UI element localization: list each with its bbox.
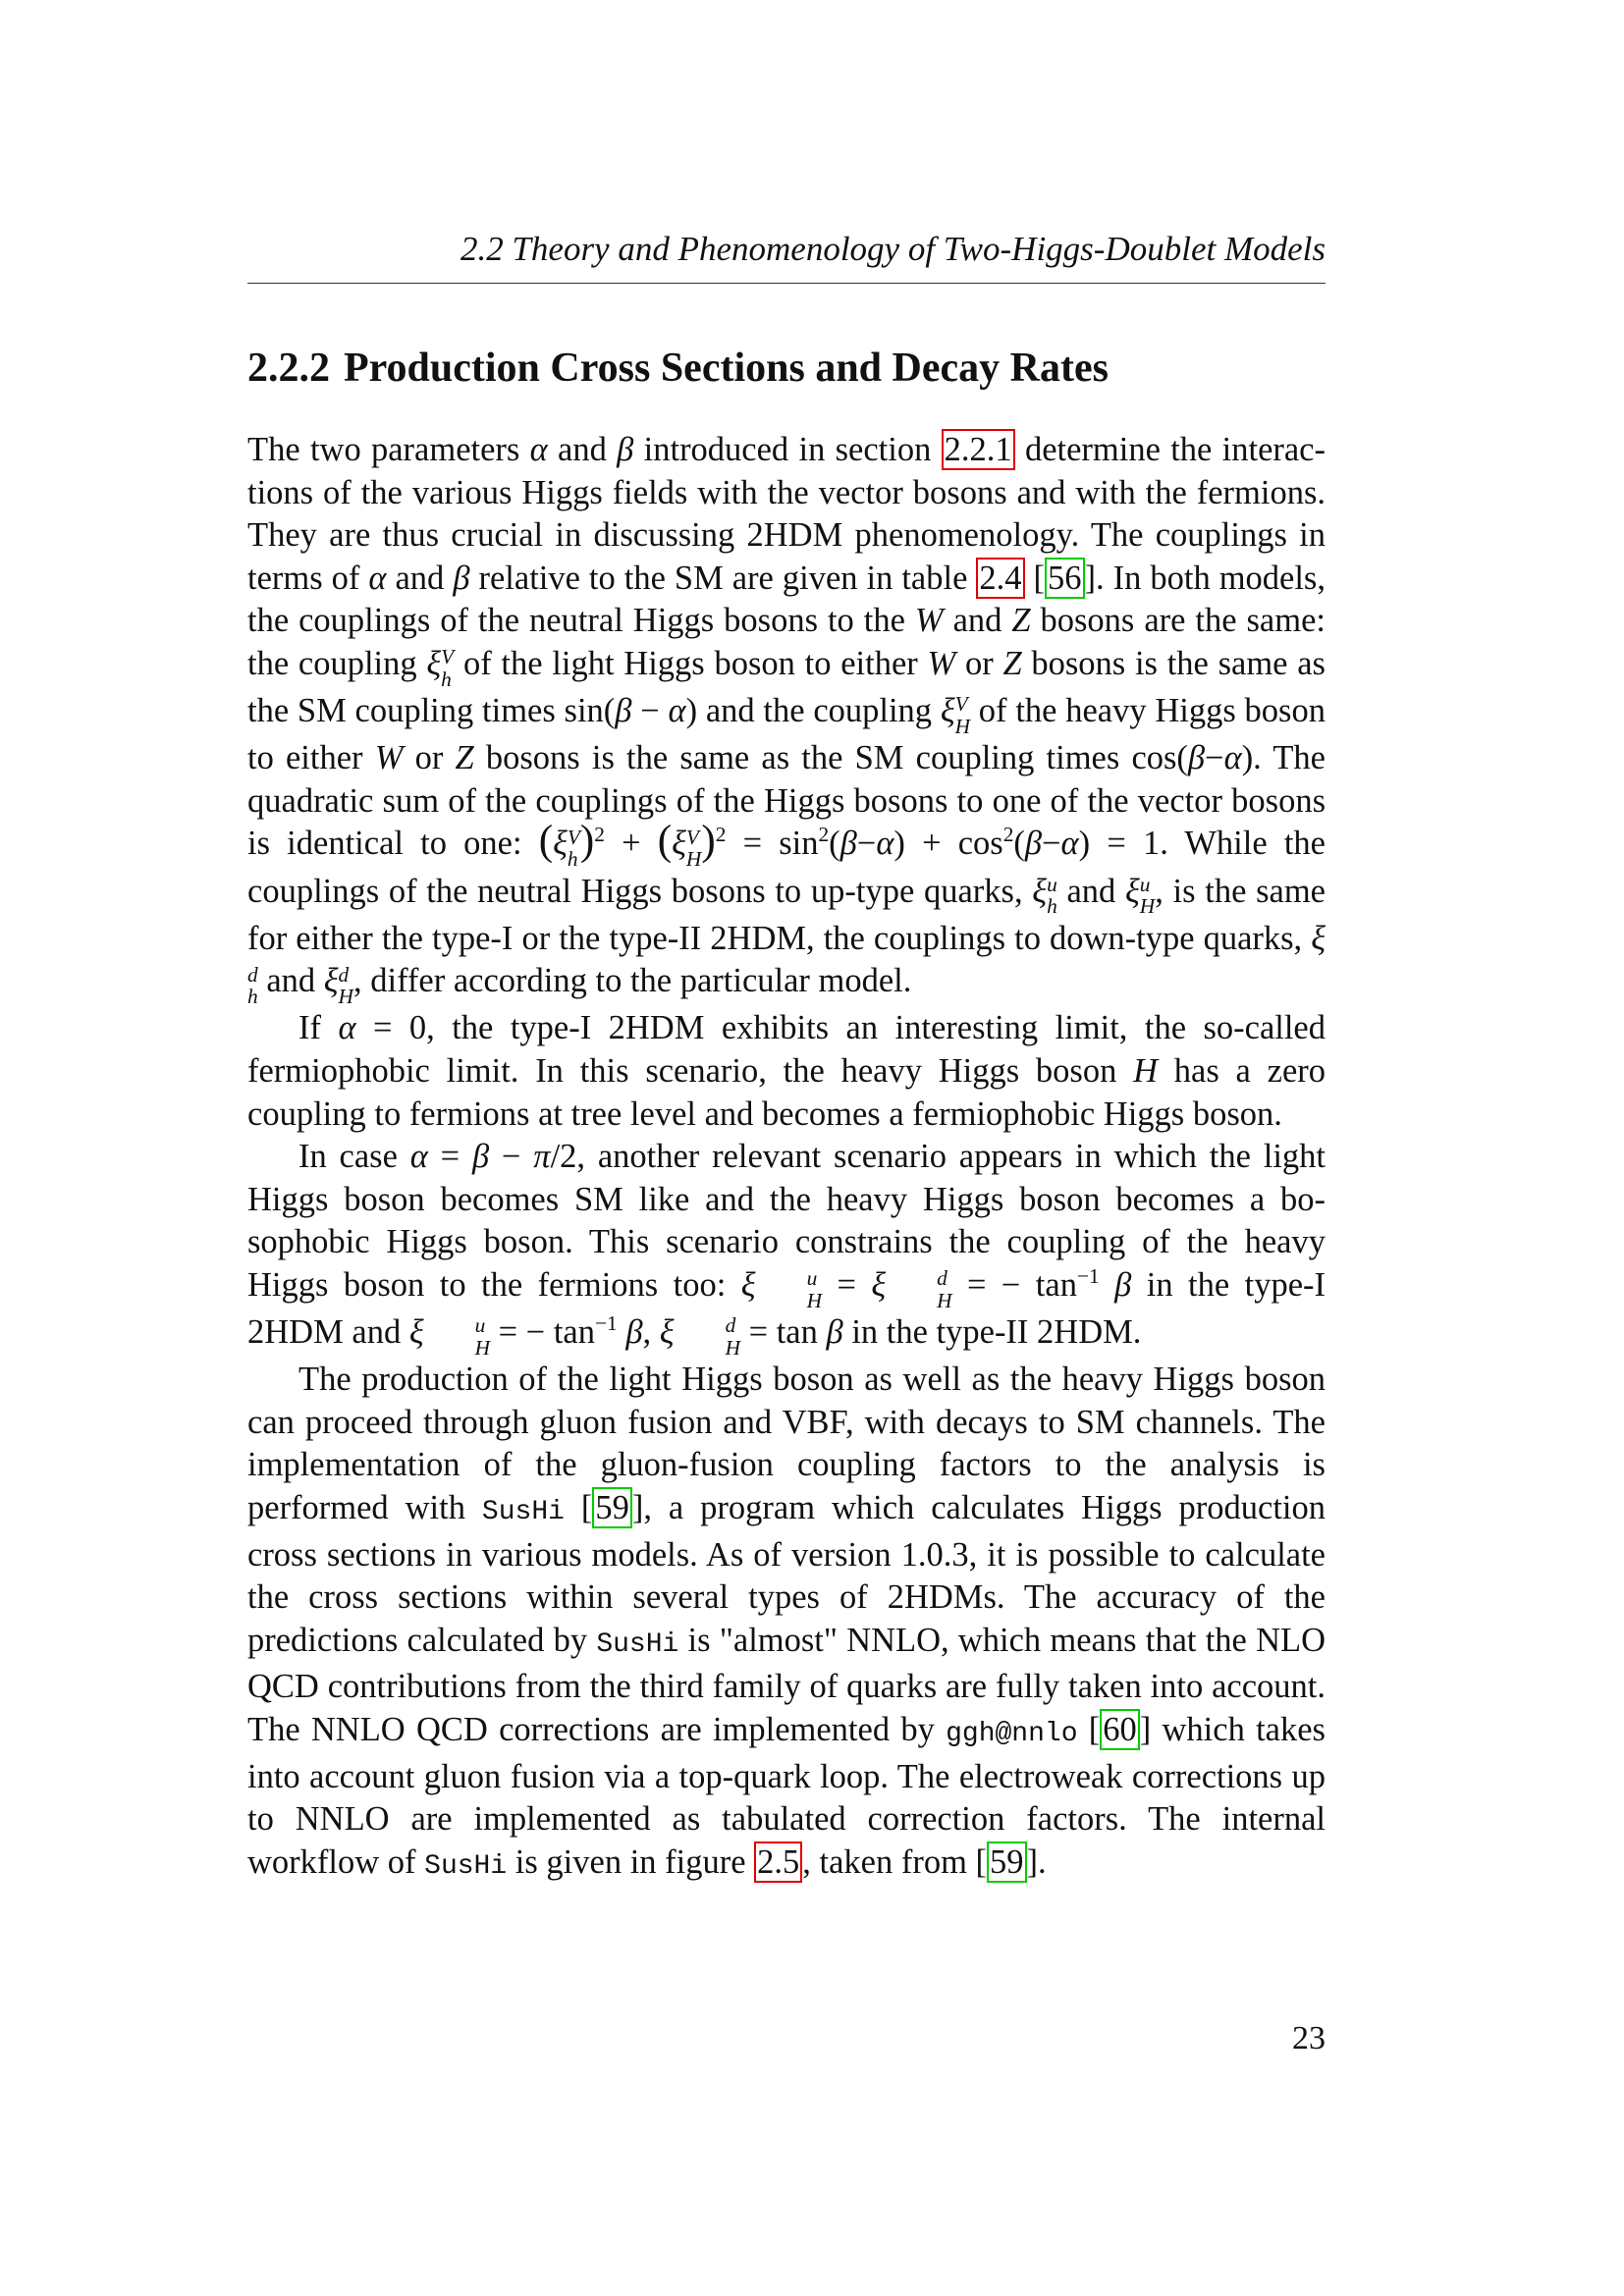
figure-link-2-5[interactable]: 2.5 [754,1842,802,1883]
code-sushi: SusHi [424,1850,508,1882]
citation-59[interactable]: 59 [592,1487,632,1528]
code-sushi: SusHi [481,1497,565,1528]
section-link-2-2-1[interactable]: 2.2.1 [942,429,1015,470]
header-rule [247,283,1326,284]
table-link-2-4[interactable]: 2.4 [976,558,1024,599]
paragraph-1: The two parameters α and β introduced in section 2.2.1 determine the interactions of the various Higgs fields with the vector bosons and with the fermions. They are thus crucial in discussing 2HDM phenomenology. The couplings in terms of α and β relative to the SM are given in table 2.4 [56]. In both models, the couplings of the neutral Higgs bosons to the W and Z bosons are the same: the coupling ξ V h of the light Higgs boson to either W or Z bosons is the same as the SM coupling times sin(β − α) and the coupling ξ V H of the heavy Higgs boson to either W or Z bosons is the same as the SM coupling times cos(β−α). The quadratic sum of the couplings of the Higgs bosons to one of the vector bosons is identical to one: (ξ V h )$^2$ + (ξ V H )$^2 = \sin^2(\beta-\alpha) + \cos^2(\beta-\alpha) = 1$. While the couplings of the neutral Higgs bosons to up-type quarks, ξ u h and ξ u H , is the same for either the type-I or the type-II 2HDM, the couplings to down-type quarks, ξ d h and ξ d H , differ according to the particular model. [247,431,1326,1009]
code-ggh-nnlo: ggh@nnlo [946,1719,1078,1750]
code-sushi: SusHi [596,1629,679,1660]
running-head: 2.2 Theory and Phenomenology of Two-Higgs-Doublet Models [460,230,1326,268]
citation-59[interactable]: 59 [987,1842,1027,1883]
body-text [247,429,1326,1888]
paragraph-4: The production of the light Higgs boson as well as the heavy Higgs boson can proceed through gluon fusion and VBF, with decays to SM channels. The implementation of the gluon-fusion coupling factors to the analysis is performed with SusHi [59], a program which calculates Higgs production cross sections in various models. As of version 1.0.3, it is possible to calculate the cross sections within several types of 2HDMs. The accuracy of the predictions calculated by SusHi is "almost" NNLO, which means that the NLO QCD contributions from the third family of quarks are fully taken into account. The NNLO QCD corrections are implemented by ggh@nnlo [60] which takes into account gluon fusion via a top-quark loop. The electroweak corrections up to NNLO are implemented as tabulated correction factors. The internal workflow of SusHi is given in figure 2.5, taken from [59]. [247,1361,1326,1882]
citation-56[interactable]: 56 [1045,558,1085,599]
section-number: 2.2.2 [247,346,330,391]
paragraph-2: If α = 0, the type-I 2HDM exhibits an interesting limit, the so-called fermiophobic limit. In this scenario, the heavy Higgs boson H has a zero coupling to fermions at tree level and becomes a fermiophobic Higgs boson. [247,1009,1326,1133]
section-title: Production Cross Sections and Decay Rates [344,346,1109,391]
citation-60[interactable]: 60 [1100,1709,1140,1750]
section-heading [247,342,1109,395]
paragraph-3: In case α = β − π/2, another relevant scenario appears in which the light Higgs boson becomes SM like and the heavy Higgs boson becomes a bosophobic Higgs boson. This scenario constrains the coupling of the heavy Higgs boson to the fermions too: ξ u H = ξ d H = − $\tan^{-1} \beta$ in the type-I 2HDM and ξ u H = − $\tan^{-1} \beta$, ξ d H = tan β in the type-II 2HDM. [247,1138,1326,1360]
page-number: 23 [1292,2020,1326,2056]
